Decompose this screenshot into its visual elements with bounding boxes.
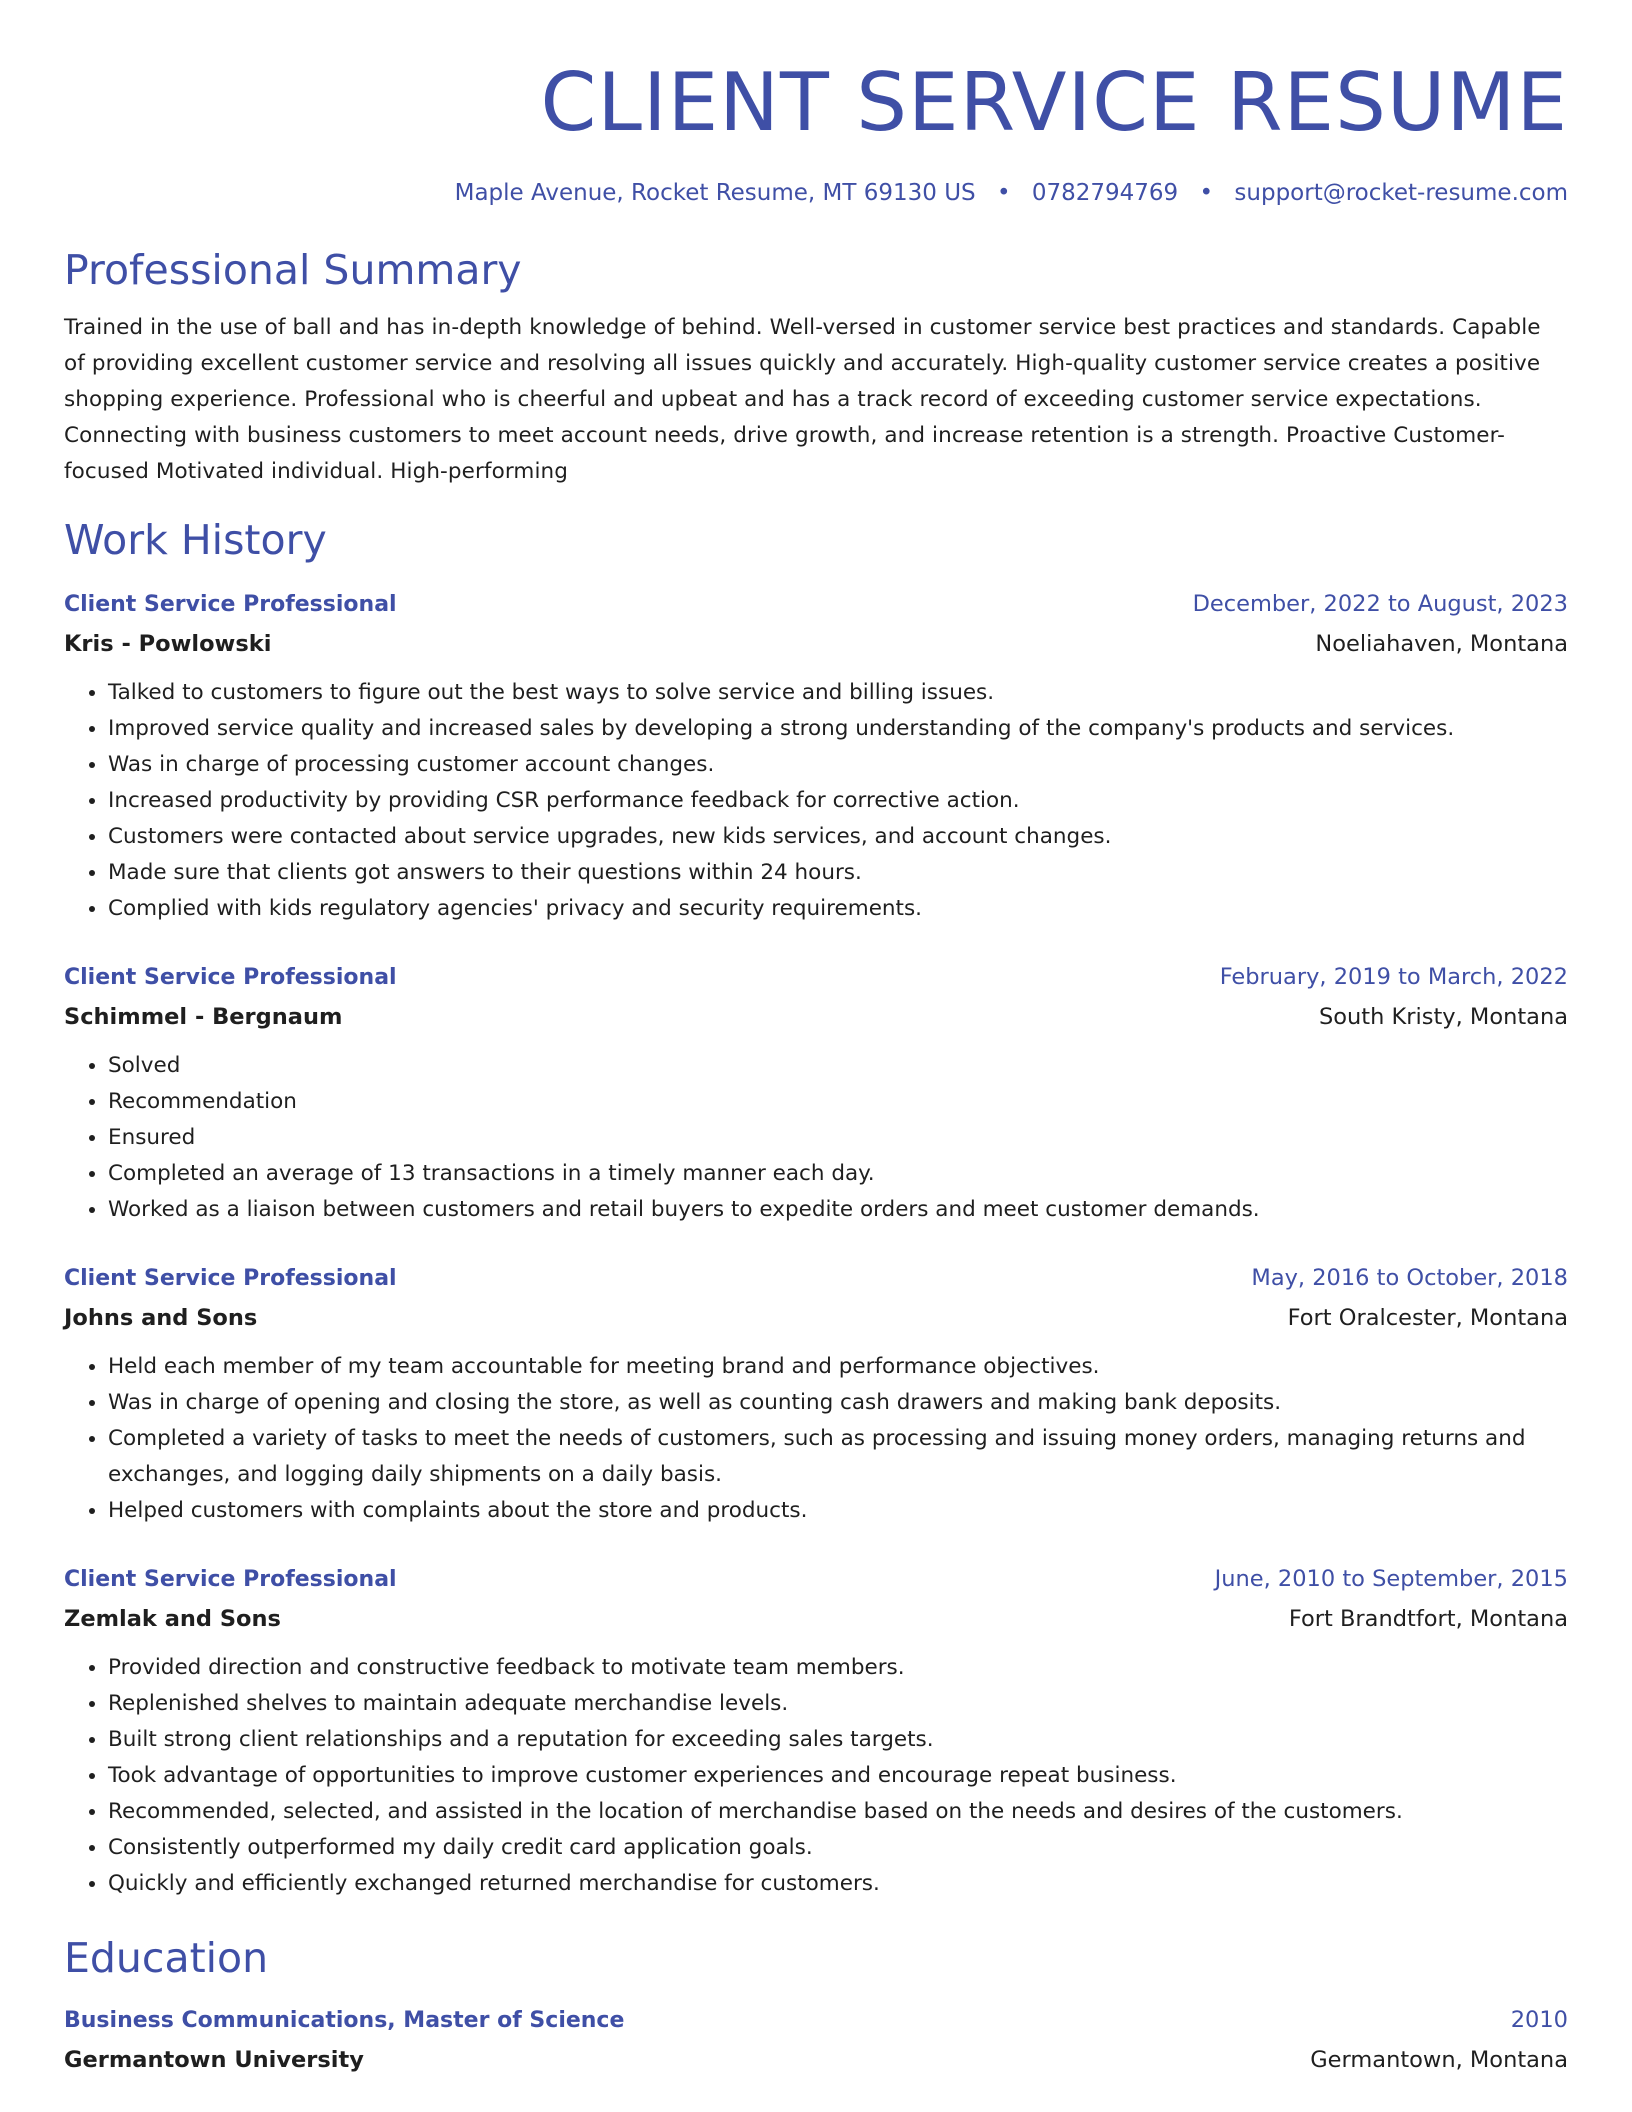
job-bullet: • Recommendation [108, 1084, 1568, 1120]
job-location: Fort Oralcester, Montana [1287, 1305, 1568, 1331]
job-employer: Kris - Powlowski [64, 631, 272, 657]
job-bullet: • Customers were contacted about service upgrades, new kids services, and account changes. [108, 819, 1568, 855]
contact-separator: • [1199, 180, 1214, 206]
job-title: Client Service Professional [64, 965, 397, 990]
job-bullet: • Was in charge of processing customer account changes. [108, 747, 1568, 783]
job-bullets [64, 1650, 1568, 1902]
contact-phone: 0782794769 [1031, 180, 1179, 206]
contact-email: support@rocket-resume.com [1234, 180, 1568, 206]
job-bullet: • Talked to customers to figure out the best ways to solve service and billing issues. [108, 675, 1568, 711]
job-bullet: • Provided direction and constructive feedback to motivate team members. [108, 1650, 1568, 1686]
job-dates: May, 2016 to October, 2018 [1251, 1265, 1568, 1291]
job-dates: February, 2019 to March, 2022 [1219, 964, 1568, 990]
work-history-heading: Work History [64, 516, 327, 564]
job-employer: Schimmel - Bergnaum [64, 1004, 343, 1030]
job-bullet: • Helped customers with complaints about the store and products. [108, 1493, 1568, 1529]
job-location: Fort Brandtfort, Montana [1288, 1606, 1568, 1632]
education-year: 2010 [1510, 2007, 1568, 2033]
job-bullet: • Completed an average of 13 transactions in a timely manner each day. [108, 1156, 1568, 1192]
job-bullet: • Complied with kids regulatory agencies' privacy and security requirements. [108, 891, 1568, 927]
job-bullet: • Solved [108, 1048, 1568, 1084]
job-bullet: • Improved service quality and increased sales by developing a strong understanding of the company's products and services. [108, 711, 1568, 747]
job-entry [64, 957, 1568, 1228]
contact-address: Maple Avenue, Rocket Resume, MT 69130 US [454, 180, 976, 206]
job-bullet: • Took advantage of opportunities to improve customer experiences and encourage repeat business. [108, 1758, 1568, 1794]
job-bullet: • Replenished shelves to maintain adequate merchandise levels. [108, 1686, 1568, 1722]
contact-separator: • [996, 180, 1011, 206]
job-bullet: • Recommended, selected, and assisted in the location of merchandise based on the needs and desires of the customers. [108, 1794, 1568, 1830]
job-bullets [64, 1048, 1568, 1228]
education-school: Germantown University [64, 2047, 364, 2073]
job-dates: June, 2010 to September, 2015 [1214, 1566, 1568, 1592]
resume-header [64, 48, 1568, 210]
job-bullet: • Completed a variety of tasks to meet the needs of customers, such as processing and issuing money orders, managing returns and exchanges, and logging daily shipments on a daily basis. [108, 1421, 1568, 1493]
summary-text: Trained in the use of ball and has in-depth knowledge of behind. Well-versed in customer service best practices and standards. Capable of providing excellent customer service and resolving all issues quickly and accurately. High-quality customer service creates a positive shopping experience. Professional who is cheerful and upbeat and has a track record of exceeding customer service expectations. Connecting with business customers to meet account needs, drive growth, and increase retention is a strength. Proactive Customer-focused Motivated individual. High-performing [64, 315, 1541, 484]
education-heading: Education [64, 1934, 269, 1982]
job-dates: December, 2022 to August, 2023 [1192, 591, 1568, 617]
job-title: Client Service Professional [64, 1266, 397, 1291]
job-location: South Kristy, Montana [1318, 1004, 1568, 1030]
job-bullet: • Ensured [108, 1120, 1568, 1156]
job-entry [64, 584, 1568, 927]
education-degree: Business Communications, Master of Science [64, 2008, 625, 2033]
job-bullet: • Quickly and efficiently exchanged returned merchandise for customers. [108, 1866, 1568, 1902]
job-title: Client Service Professional [64, 1567, 397, 1592]
job-bullet: • Made sure that clients got answers to their questions within 24 hours. [108, 855, 1568, 891]
resume-title: CLIENT SERVICE RESUME [540, 56, 1568, 149]
job-bullet: • Worked as a liaison between customers and retail buyers to expedite orders and meet customer demands. [108, 1192, 1568, 1228]
job-bullet: • Was in charge of opening and closing the store, as well as counting cash drawers and making bank deposits. [108, 1385, 1568, 1421]
job-employer: Zemlak and Sons [64, 1606, 281, 1632]
job-bullets [64, 675, 1568, 927]
job-bullet: • Held each member of my team accountable for meeting brand and performance objectives. [108, 1349, 1568, 1385]
job-location: Noeliahaven, Montana [1315, 631, 1568, 657]
contact-line [64, 176, 1568, 210]
job-employer: Johns and Sons [64, 1305, 258, 1331]
job-bullet: • Increased productivity by providing CSR performance feedback for corrective action. [108, 783, 1568, 819]
job-entry [64, 1258, 1568, 1529]
job-bullets [64, 1349, 1568, 1529]
education-location: Germantown, Montana [1310, 2047, 1568, 2073]
job-title: Client Service Professional [64, 592, 397, 617]
job-entry [64, 1559, 1568, 1902]
education-entry [64, 2000, 1568, 2079]
job-bullet: • Built strong client relationships and a reputation for exceeding sales targets. [108, 1722, 1568, 1758]
job-bullet: • Consistently outperformed my daily credit card application goals. [108, 1830, 1568, 1866]
summary-heading: Professional Summary [64, 246, 522, 294]
